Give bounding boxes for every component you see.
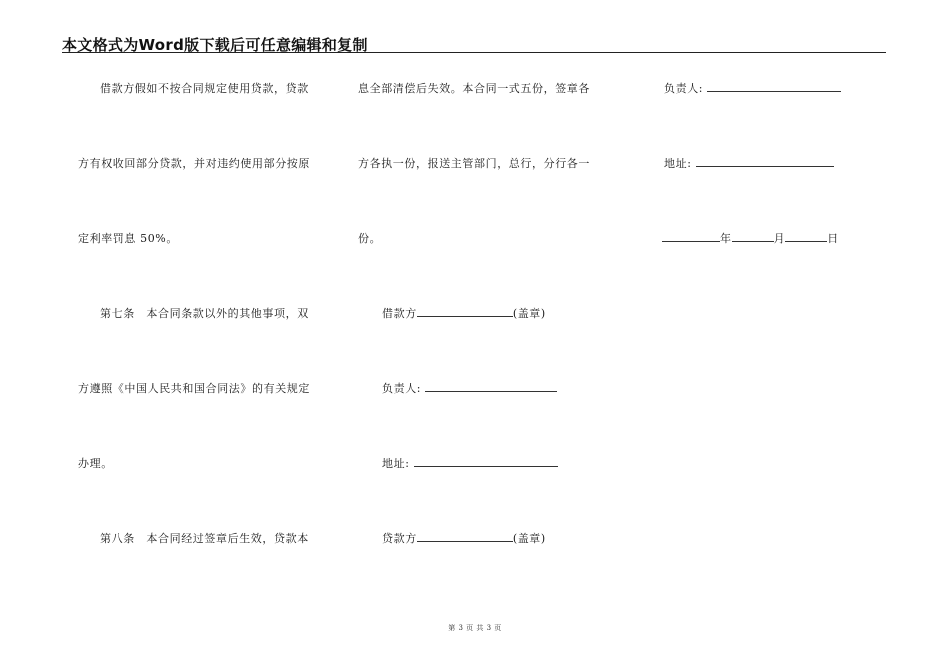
- borrower-person-line: [382, 380, 557, 396]
- borrower-blank: [417, 305, 513, 317]
- col1-line-6: 办理。: [78, 457, 113, 470]
- lender-signature-line: [382, 530, 546, 546]
- day-blank: [785, 230, 827, 242]
- page-number: 第 3 页 共 3 页: [448, 624, 502, 632]
- year-label: 年: [720, 232, 732, 245]
- lender-person-label: 负责人:: [664, 82, 704, 95]
- lender-blank: [417, 530, 513, 542]
- year-blank: [662, 230, 720, 242]
- borrower-label: 借款方: [382, 307, 417, 320]
- borrower-person-blank: [425, 380, 557, 392]
- col2-line-1: 息全部清偿后失效。本合同一式五份，签章各: [358, 82, 590, 95]
- col2-line-2: 方各执一份，报送主管部门，总行，分行各一: [358, 157, 590, 170]
- borrower-address-blank: [414, 455, 558, 467]
- document-header-title: 本文格式为Word版下载后可任意编辑和复制: [62, 36, 368, 54]
- month-blank: [732, 230, 774, 242]
- borrower-signature-line: [382, 305, 546, 321]
- col1-line-3: 定利率罚息 50%。: [78, 232, 178, 245]
- day-label: 日: [827, 232, 839, 245]
- month-label: 月: [773, 232, 786, 245]
- borrower-seal: (盖章): [512, 307, 546, 320]
- col2-line-3: 份。: [358, 232, 382, 245]
- col1-article-8: 第八条 本合同经过签章后生效，贷款本: [100, 532, 309, 545]
- lender-label: 贷款方: [382, 532, 417, 545]
- lender-person-blank: [707, 80, 841, 92]
- col1-line-5: 方遵照《中国人民共和国合同法》的有关规定: [78, 382, 310, 395]
- borrower-address-line: [382, 455, 558, 471]
- lender-address-label: 地址:: [664, 157, 692, 170]
- borrower-person-label: 负责人:: [382, 382, 422, 395]
- lender-address-blank: [696, 155, 834, 167]
- borrower-address-label: 地址:: [382, 457, 410, 470]
- col1-line-2: 方有权收回部分贷款，并对违约使用部分按原: [78, 157, 310, 170]
- col1-line-1: 借款方假如不按合同规定使用贷款，贷款: [100, 82, 309, 95]
- date-line: [662, 230, 839, 246]
- lender-address-line: [664, 155, 834, 171]
- col1-article-7: 第七条 本合同条款以外的其他事项，双: [100, 307, 309, 320]
- header-divider: [62, 52, 886, 53]
- lender-person-line: [664, 80, 841, 96]
- lender-seal: (盖章): [512, 532, 546, 545]
